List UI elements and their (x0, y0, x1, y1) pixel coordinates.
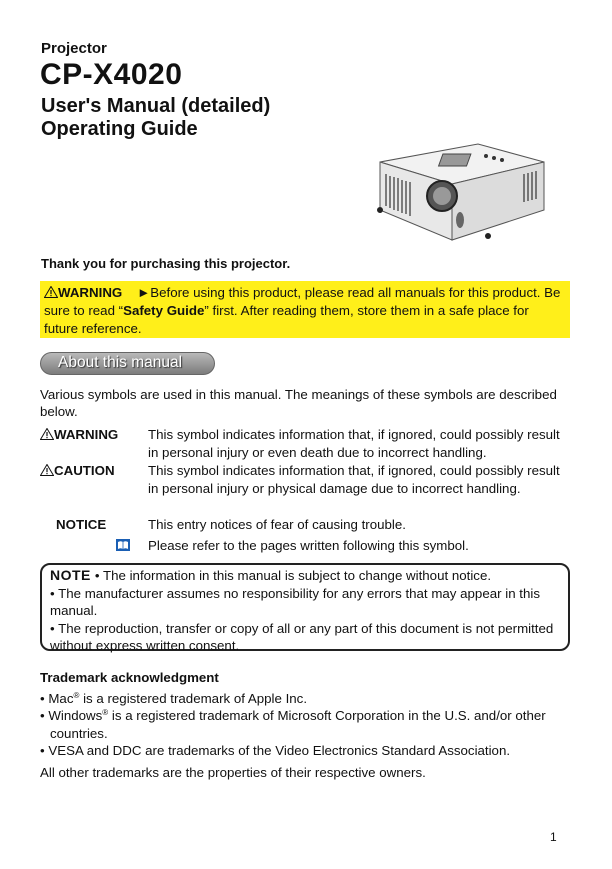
warning-text-after: ” first. After reading them, store them in a safe place for future reference. (44, 303, 529, 336)
warning-text-before: Before using this product, please read all manuals for this product. Be sure to read “ (44, 285, 561, 318)
thank-you-text: Thank you for purchasing this projector. (41, 256, 291, 271)
section-title: About this manual (58, 354, 183, 371)
note-line-3: • The reproduction, transfer or copy of all or any part of this document is not permitted without express written consent. (50, 620, 554, 654)
manual-title-line1: User's Manual (detailed) (41, 95, 271, 117)
trademark-vesa: • VESA and DDC are trademarks of the Video Electronics Standard Association. (40, 743, 511, 759)
symbol-caution-desc: This symbol indicates information that, if ignored, could possibly result in personal injury or physical damage due to incorrect handling. (148, 463, 560, 496)
note-line-1: NOTE • The information in this manual is subject to change without notice. (50, 567, 492, 583)
symbol-warning-label: WARNING (40, 426, 140, 444)
book-icon (116, 539, 130, 551)
product-category: Projector (41, 40, 107, 57)
trademark-title: Trademark acknowledgment (40, 670, 219, 685)
warning-triangle-icon (44, 286, 58, 298)
trademark-windows: • Windows® is a registered trademark of Microsoft Corporation in the U.S. and/or other countries. (40, 708, 546, 741)
symbol-notice-desc: This entry notices of fear of causing trouble. (148, 517, 406, 532)
trademark-list (40, 690, 570, 760)
intro-text: Various symbols are used in this manual. The meanings of these symbols are described below. (40, 387, 557, 419)
note-box (40, 563, 570, 654)
note-label: NOTE (50, 567, 91, 583)
symbol-notice-label: NOTICE (56, 517, 107, 532)
page-number: 1 (550, 830, 557, 844)
trademark-mac: • Mac® is a registered trademark of Apple Inc. (40, 691, 308, 706)
manual-title-line2: Operating Guide (41, 118, 198, 140)
arrow-icon: ► (137, 285, 151, 300)
safety-guide-ref: Safety Guide (123, 303, 205, 318)
warning-box (40, 281, 570, 338)
projector-image (360, 140, 546, 248)
model-title: CP-X4020 (40, 58, 183, 91)
symbol-caution-label: CAUTION (40, 462, 140, 480)
symbol-warning-desc: This symbol indicates information that, if ignored, could possibly result in personal injury or even death due to incorrect handling. (148, 427, 560, 460)
symbol-book-desc: Please refer to the pages written following this symbol. (148, 538, 469, 553)
note-line-2: • The manufacturer assumes no responsibility for any errors that may appear in this manual. (50, 585, 540, 619)
warning-triangle-icon (40, 428, 54, 440)
section-title-pill (40, 352, 215, 375)
trademark-footer: All other trademarks are the properties of their respective owners. (40, 765, 426, 780)
caution-triangle-icon (40, 464, 54, 476)
warning-label: WARNING (44, 285, 126, 300)
